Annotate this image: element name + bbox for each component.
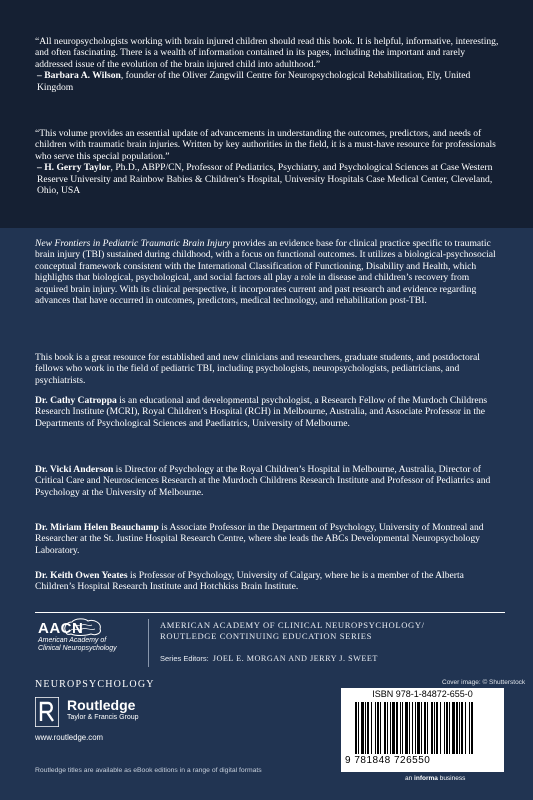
review-wilson [35, 36, 503, 93]
barcode-bar [431, 702, 433, 754]
barcode-bar [375, 702, 376, 754]
barcode-bar [365, 702, 366, 754]
author-text: is Associate Professor in the Department of Psychology, University of Montreal and Researcher at the St. Justine Hospital Research Centre, where she leads the ABCs Developmental Neuropsychology Laboratory. [35, 522, 484, 556]
review-quote: “All neuropsychologists working with brain injured children should read this book. It is helpful, informative, interesting, and often fascinating. There is a wealth of information contained in its pages, including the important and rarely addressed issue of the evolution of the brain injured child into adulthood.” [35, 36, 499, 70]
reviewer-affiliation: , Ph.D., ABPP/CN, Professor of Pediatrics, Psychiatry, and Psychological Sciences at Case Western Reserve University and Rainbow Babies & Children’s Hospital, University Hospitals Case Medical Center, Cleveland, Ohio, USA [37, 162, 493, 197]
routledge-logo [35, 697, 175, 729]
barcode-bar [465, 702, 466, 754]
author-bio-beauchamp [35, 522, 503, 556]
barcode-bar [415, 702, 416, 754]
audience-text: This book is a great resource for established and new clinicians and researchers, graduate students, and postdoctoral fellows who work in the field of pediatric TBI, including psychologists, neuropsychologists, pediatricians, and psychiatrists. [35, 352, 480, 386]
publisher-group: Taylor & Francis Group [67, 714, 139, 721]
barcode-bar [355, 702, 357, 754]
review-taylor [35, 128, 503, 196]
reviewer-name: – Barbara A. Wilson [37, 70, 121, 82]
publisher-url[interactable]: www.routledge.com [35, 733, 104, 742]
book-title: New Frontiers in Pediatric Traumatic Brain Injury [35, 238, 231, 249]
barcode-bar [400, 702, 401, 754]
barcode-panel [341, 688, 504, 772]
barcode-bar [358, 702, 359, 754]
ean-number: 9 781848 726550 [345, 755, 431, 766]
barcode-bar [449, 702, 450, 754]
barcode-bar [377, 702, 379, 754]
barcode-bar [412, 702, 413, 754]
cover-credit: Cover image: © Shutterstock [442, 679, 526, 686]
barcode-bar [469, 702, 470, 754]
barcode-bar [417, 702, 420, 754]
isbn-text: ISBN 978-1-84872-655-0 [372, 689, 473, 699]
barcode-bar [440, 702, 441, 754]
barcode [355, 702, 495, 754]
author-text: is Professor of Psychology, University of Calgary, where he is a member of the Alberta Children’s Hospital Research Institute and Hotchkiss Brain Institute. [35, 570, 464, 593]
series-name: AMERICAN ACADEMY OF CLINICAL NEUROPSYCHOLOGY/ ROUTLEDGE CONTINUING EDUCATION SERIES [160, 620, 425, 641]
barcode-bar [390, 702, 391, 754]
barcode-bar [402, 702, 403, 754]
barcode-bar [387, 702, 388, 754]
series-divider [35, 612, 505, 613]
editors-names: JOEL E. MORGAN AND JERRY J. SWEET [212, 654, 378, 663]
barcode-bar [446, 702, 448, 754]
review-attribution [35, 70, 503, 93]
barcode-bar [427, 702, 428, 754]
barcode-bar [436, 702, 438, 754]
reviewer-name: – H. Gerry Taylor [37, 162, 111, 174]
aacn-subtitle: American Academy of Clinical Neuropsychology [38, 637, 117, 652]
routledge-icon [35, 697, 59, 727]
subject-category: NEUROPSYCHOLOGY [35, 679, 155, 690]
aacn-wordmark: AACN [38, 620, 84, 637]
barcode-bar [384, 702, 386, 754]
book-description [35, 238, 503, 306]
barcode-bar [459, 702, 460, 754]
author-text: is Director of Psychology at the Royal Children’s Hospital in Melbourne, Australia, Director of Critical Care and Neurosciences Research at the Murdoch Childrens Research Institute and Professor of Pediatrics and Psychology at the University of Melbourne. [35, 464, 491, 498]
publisher-name: Routledge [67, 697, 136, 713]
barcode-bar [367, 702, 369, 754]
barcode-bar [444, 702, 445, 754]
barcode-bar [409, 702, 410, 754]
barcode-bar [371, 702, 372, 754]
barcode-bar [421, 702, 422, 754]
brain-icon [63, 618, 103, 636]
author-text: is an educational and developmental psychologist, a Research Fellow of the Murdoch Childrens Research Institute (MCRI), Royal Children’s Hospital (RCH) in Melbourne, Australia, and Associate Professor in the Departments of Psychological Sciences and Paediatrics, University of Melbourne. [35, 395, 488, 429]
barcode-bar [396, 702, 398, 754]
series-logo-divider [148, 619, 149, 667]
review-quote: “This volume provides an essential update of advancements in understanding the outcomes, predictors, and needs of children with traumatic brain injuries. Written by key authorities in the field, it is a must-have resource for professionals who serve this special population.” [35, 128, 496, 162]
barcode-bar [380, 702, 381, 754]
barcode-bar [434, 702, 435, 754]
informa-mark: an informa business [405, 775, 466, 782]
reviewer-affiliation: , founder of the Oliver Zangwill Centre for Neuropsychological Rehabilitation, Ely, United Kingdom [37, 70, 471, 93]
author-bio-anderson [35, 464, 503, 498]
barcode-bar [392, 702, 395, 754]
author-bio-catroppa [35, 395, 503, 429]
author-name: Dr. Vicki Anderson [35, 464, 114, 475]
author-bio-yeates [35, 570, 503, 593]
description-text: provides an evidence base for clinical practice specific to traumatic brain injury (TBI) sustained during childhood, with a focus on functional outcomes. It utilizes a biological-psychosocial conceptual framework consistent with the International Classification of Functioning, Disability and Health, which highlights that biological, psychological, and social factors all play a role in disease and children’s recovery from acquired brain injury. With its clinical perspective, it incorporates current and past research and evidence regarding advances that have occurred in outcomes, predictors, medical technology, and rehabilitation post-TBI. [35, 238, 496, 307]
barcode-bar [405, 702, 408, 754]
review-attribution [35, 162, 503, 196]
barcode-bar [461, 702, 463, 754]
series-editors [160, 654, 378, 663]
author-name: Dr. Cathy Catroppa [35, 395, 117, 406]
editors-label: Series Editors: [160, 654, 209, 663]
barcode-bar [471, 702, 473, 754]
author-name: Dr. Miriam Helen Beauchamp [35, 522, 159, 533]
barcode-bar [456, 702, 458, 754]
barcode-bar [452, 702, 455, 754]
author-name: Dr. Keith Owen Yeates [35, 570, 128, 581]
barcode-bar [361, 702, 364, 754]
barcode-bar [424, 702, 426, 754]
ebook-note: Routledge titles are available as eBook editions in a range of digital formats [35, 767, 262, 774]
